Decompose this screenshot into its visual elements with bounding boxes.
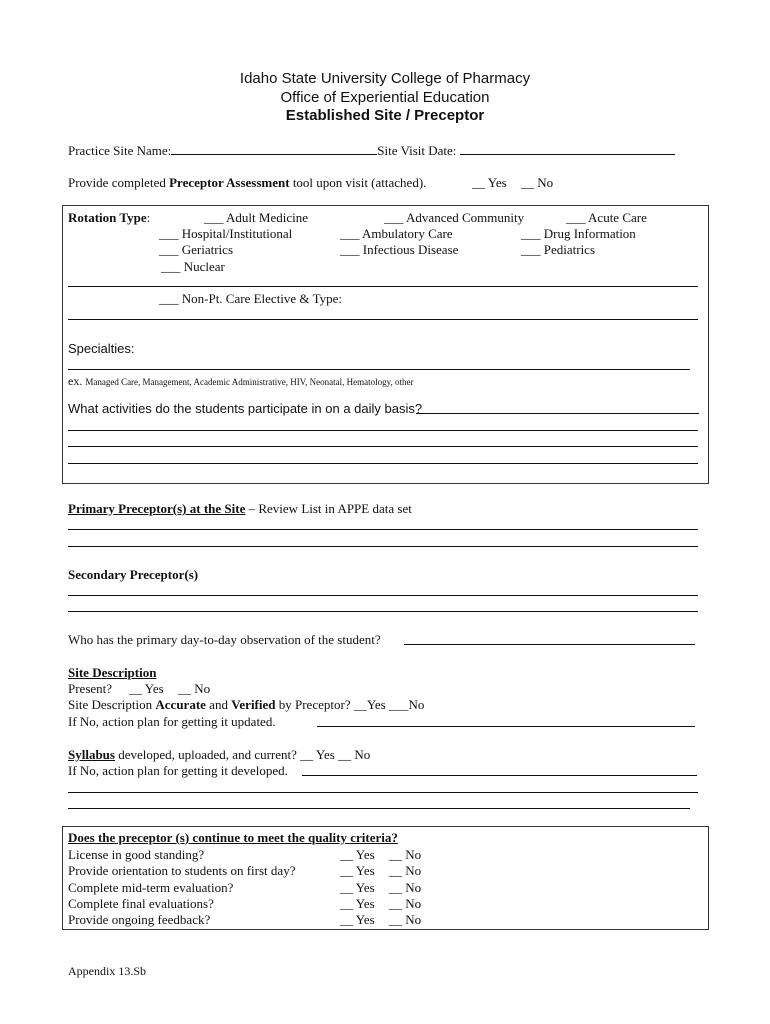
visit-date-label: Site Visit Date: — [377, 143, 457, 158]
option-geriatrics[interactable]: ___ Geriatrics — [159, 242, 234, 257]
syllabus-action-field[interactable] — [302, 764, 697, 776]
option-non-pt-care[interactable]: ___ Non-Pt. Care Elective & Type: — [159, 291, 342, 306]
quality-yes[interactable]: __ Yes — [340, 863, 375, 878]
assessment-text-post: tool upon visit (attached). — [292, 175, 427, 190]
present-yes[interactable]: __ Yes — [129, 681, 164, 696]
assessment-no[interactable]: __ No — [521, 175, 554, 190]
activities-question: What activities do the students participate in on a daily basis? — [68, 401, 423, 416]
present-no[interactable]: __ No — [178, 681, 211, 696]
primary-line-1[interactable] — [68, 529, 698, 530]
assessment-row — [68, 175, 426, 191]
quality-yes[interactable]: __ Yes — [340, 896, 375, 911]
rotation-type-colon: : — [146, 210, 151, 225]
observation-question: Who has the primary day-to-day observation of the student? — [68, 632, 381, 647]
syllabus-line-2[interactable] — [68, 808, 690, 809]
example-text: Managed Care, Management, Academic Administrative, HIV, Neonatal, Hematology, other — [85, 377, 414, 387]
quality-no[interactable]: __ No — [389, 847, 422, 862]
assessment-text-pre: Provide completed — [68, 175, 166, 190]
assessment-text-bold: Preceptor Assessment — [169, 175, 290, 190]
option-advanced-community[interactable]: ___ Advanced Community — [384, 210, 525, 225]
rotation-type-label — [68, 210, 150, 226]
quality-yes[interactable]: __ Yes — [340, 912, 375, 927]
header-title: Established Site / Preceptor — [285, 107, 485, 124]
quality-item-label: Complete mid-term evaluation? — [68, 880, 234, 895]
syllabus-row — [68, 747, 370, 763]
visit-date-field[interactable] — [460, 143, 675, 155]
footer-appendix: Appendix 13.Sb — [68, 964, 146, 978]
syllabus-question[interactable]: developed, uploaded, and current? __ Yes __ No — [118, 747, 371, 762]
quality-item-label: Complete final evaluations? — [68, 896, 214, 911]
option-pediatrics[interactable]: ___ Pediatrics — [521, 242, 596, 257]
rotation-line-1[interactable] — [68, 286, 698, 287]
option-adult-medicine[interactable]: ___ Adult Medicine — [204, 210, 308, 225]
activities-field[interactable] — [416, 402, 699, 414]
activities-line-1[interactable] — [68, 430, 698, 431]
quality-no[interactable]: __ No — [389, 896, 422, 911]
verified-bold: Verified — [231, 697, 276, 712]
specialties-example — [68, 374, 413, 389]
activities-line-2[interactable] — [68, 446, 698, 447]
primary-preceptor-note: – Review List in APPE data set — [248, 501, 412, 516]
header-office: Office of Experiential Education — [280, 89, 490, 106]
secondary-preceptor-label: Secondary Preceptor(s) — [68, 567, 199, 582]
option-hospital[interactable]: ___ Hospital/Institutional — [159, 226, 293, 241]
quality-no[interactable]: __ No — [389, 863, 422, 878]
quality-item-label: Provide orientation to students on first day? — [68, 863, 296, 878]
specialties-label: Specialties: — [68, 341, 135, 356]
present-label: Present? — [68, 681, 113, 696]
observation-field[interactable] — [404, 633, 695, 645]
option-acute-care[interactable]: ___ Acute Care — [566, 210, 647, 225]
syllabus-title: Syllabus — [68, 747, 115, 762]
option-drug-information[interactable]: ___ Drug Information — [521, 226, 636, 241]
quality-item-label: License in good standing? — [68, 847, 205, 862]
option-ambulatory[interactable]: ___ Ambulatory Care — [340, 226, 453, 241]
primary-preceptor-row — [68, 501, 412, 517]
accurate-bold: Accurate — [155, 697, 206, 712]
site-name-field[interactable] — [171, 143, 377, 155]
site-description-title: Site Description — [68, 665, 157, 680]
syllabus-action-plan: If No, action plan for getting it developed. — [68, 763, 288, 778]
site-description-action-plan: If No, action plan for getting it updated. — [68, 714, 276, 729]
accurate-verified-row — [68, 697, 424, 713]
option-nuclear[interactable]: ___ Nuclear — [161, 259, 225, 274]
site-description-action-field[interactable] — [317, 715, 695, 727]
specialties-line[interactable] — [68, 369, 690, 370]
primary-preceptor-label: Primary Preceptor(s) at the Site — [68, 501, 246, 516]
quality-item-label: Provide ongoing feedback? — [68, 912, 211, 927]
assessment-yes[interactable]: __ Yes — [472, 175, 507, 190]
rotation-type-text: Rotation Type — [68, 210, 147, 225]
option-infectious-disease[interactable]: ___ Infectious Disease — [340, 242, 459, 257]
example-prefix: ex. — [68, 374, 83, 388]
secondary-line-2[interactable] — [68, 611, 698, 612]
quality-yes[interactable]: __ Yes — [340, 880, 375, 895]
quality-no[interactable]: __ No — [389, 912, 422, 927]
accurate-and: and — [209, 697, 228, 712]
site-name-row — [68, 143, 675, 159]
site-name-label: Practice Site Name: — [68, 143, 172, 158]
activities-line-3[interactable] — [68, 463, 698, 464]
header-university: Idaho State University College of Pharmacy — [239, 70, 531, 87]
accurate-post[interactable]: by Preceptor? __Yes ___No — [278, 697, 425, 712]
secondary-line-1[interactable] — [68, 595, 698, 596]
quality-yes[interactable]: __ Yes — [340, 847, 375, 862]
accurate-pre: Site Description — [68, 697, 153, 712]
quality-title: Does the preceptor (s) continue to meet the quality criteria? — [68, 830, 398, 845]
rotation-line-2[interactable] — [68, 319, 698, 320]
primary-line-2[interactable] — [68, 546, 698, 547]
syllabus-line-1[interactable] — [68, 792, 698, 793]
quality-no[interactable]: __ No — [389, 880, 422, 895]
